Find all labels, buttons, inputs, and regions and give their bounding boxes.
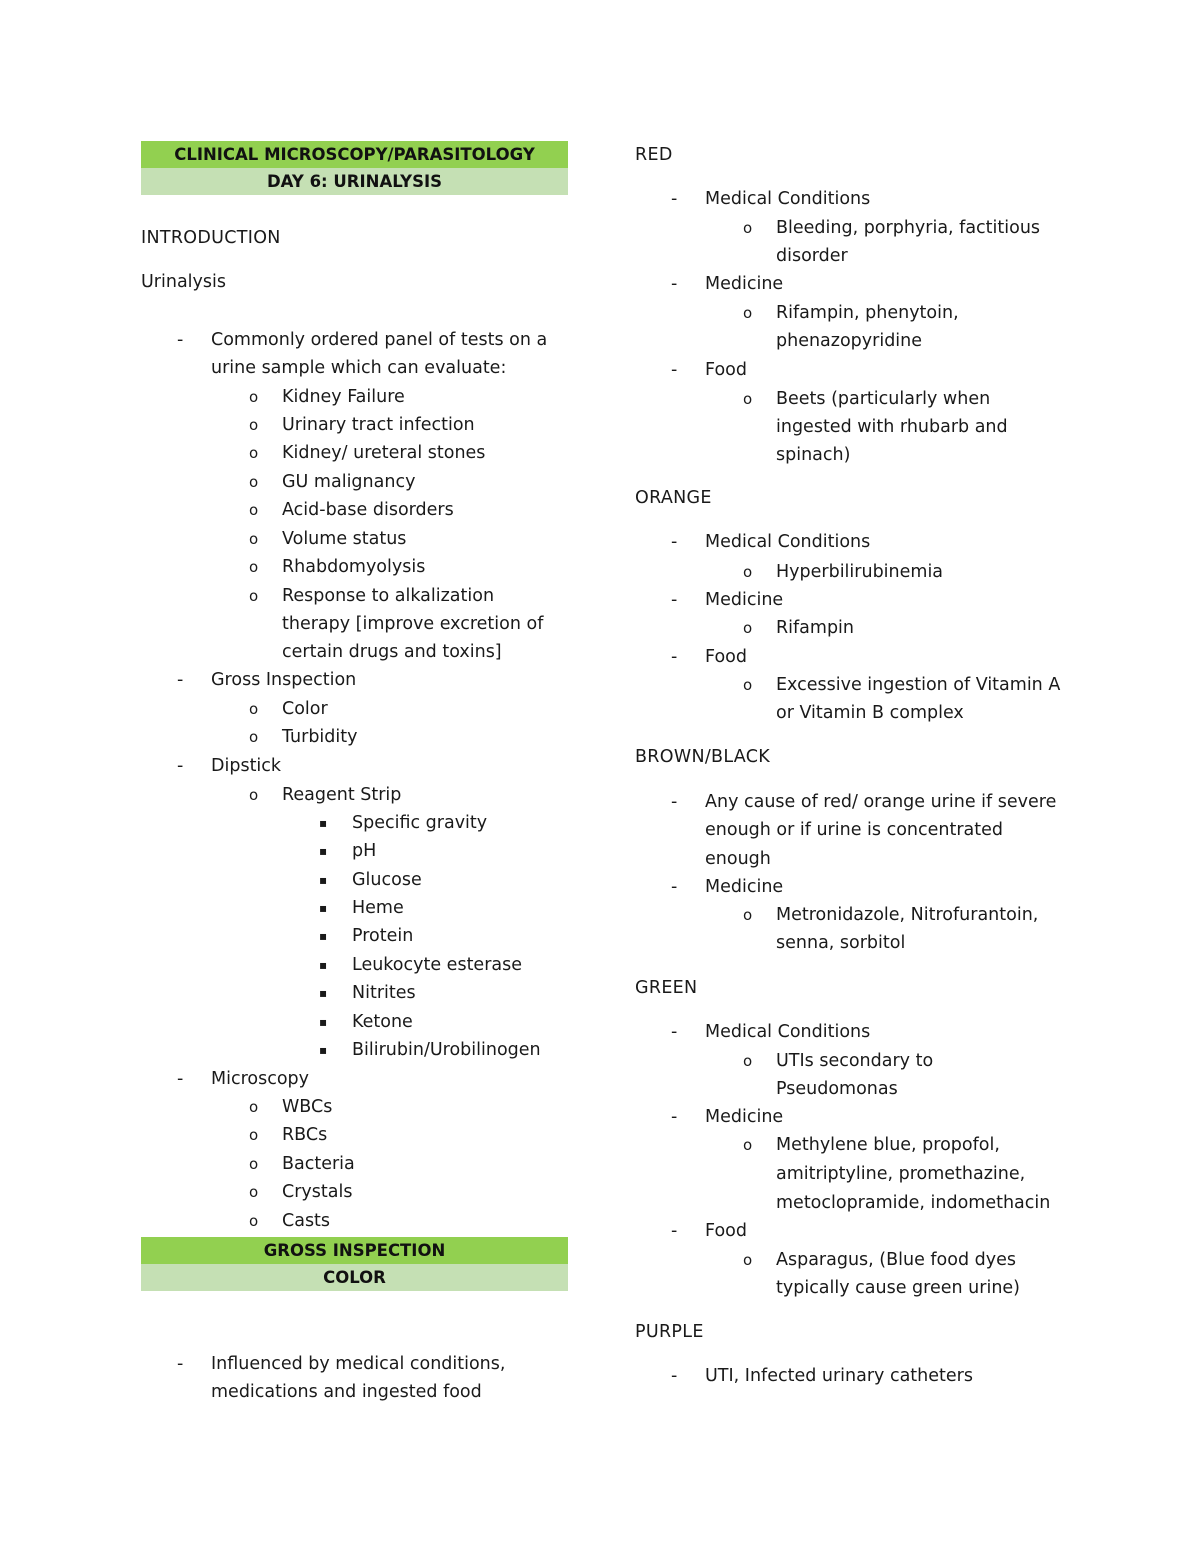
section-heading [635,743,1075,771]
list-item [141,638,568,666]
circle-bullet-icon: o [249,587,259,605]
list-item [635,441,1075,469]
list-item [635,185,1075,213]
dash-bullet-icon: - [177,330,184,350]
section-heading [635,1318,1075,1346]
circle-bullet-icon: o [249,1212,259,1230]
list-item-text: Bleeding, porphyria, factitious [776,218,1041,238]
list-item-text: ingested with rhubarb and [776,417,1008,437]
list-item [141,837,568,865]
circle-bullet-icon: o [249,786,259,804]
list-item-text: WBCs [282,1097,333,1117]
list-item-text: amitriptyline, promethazine, [776,1164,1026,1184]
dash-bullet-icon: - [671,792,678,812]
square-bullet-icon: ▪ [319,873,328,887]
list-item [635,1047,1075,1075]
list-item [141,326,568,354]
section-heading [635,974,1075,1002]
list-item [141,468,568,496]
list-item [635,873,1075,901]
list-item-text: RED [635,145,673,165]
circle-bullet-icon: o [249,728,259,746]
circle-bullet-icon: o [743,619,753,637]
circle-bullet-icon: o [249,1155,259,1173]
list-item-text: or Vitamin B complex [776,703,964,723]
list-item [635,1274,1075,1302]
list-item-text: Medicine [705,590,784,610]
section-heading [635,141,1075,169]
urinalysis-label: Urinalysis [141,272,226,292]
list-item-text: Beets (particularly when [776,389,991,409]
circle-bullet-icon: o [743,1251,753,1269]
list-item [141,439,568,467]
list-item [635,327,1075,355]
list-item [141,1150,568,1178]
list-item-text: senna, sorbitol [776,933,906,953]
circle-bullet-icon: o [743,1052,753,1070]
list-item [141,666,568,694]
list-item-text: Asparagus, (Blue food dyes [776,1250,1016,1270]
circle-bullet-icon: o [249,388,259,406]
list-item [635,1362,1075,1390]
dash-bullet-icon: - [671,1366,678,1386]
list-item [141,582,568,610]
list-item [141,951,568,979]
list-item [141,1093,568,1121]
circle-bullet-icon: o [743,676,753,694]
list-item [635,929,1075,957]
list-item-text: disorder [776,246,848,266]
list-item-text: Methylene blue, propofol, [776,1135,1000,1155]
list-item [635,671,1075,699]
color-band: COLOR [141,1264,568,1291]
circle-bullet-icon: o [743,563,753,581]
list-item-text: Medicine [705,1107,784,1127]
list-item-text: medications and ingested food [211,1382,482,1402]
list-item-text: phenazopyridine [776,331,923,351]
list-item-text: therapy [improve excretion of [282,614,544,634]
gross-inspection-band: GROSS INSPECTION [141,1237,568,1264]
list-item-text: Casts [282,1211,331,1231]
list-item [141,979,568,1007]
list-item [635,699,1075,727]
list-item [141,610,568,638]
square-bullet-icon: ▪ [319,901,328,915]
square-bullet-icon: ▪ [319,816,328,830]
list-item-text: Rifampin [776,618,855,638]
list-item-text: Medical Conditions [705,1022,871,1042]
dash-bullet-icon: - [671,274,678,294]
circle-bullet-icon: o [743,219,753,237]
list-item [141,1378,568,1406]
circle-bullet-icon: o [249,700,259,718]
list-item [635,356,1075,384]
circle-bullet-icon: o [249,501,259,519]
list-item [141,809,568,837]
circle-bullet-icon: o [249,416,259,434]
list-item [635,614,1075,642]
list-item [141,1036,568,1064]
circle-bullet-icon: o [249,530,259,548]
introduction-heading: INTRODUCTION [141,228,281,248]
list-item-text: Reagent Strip [282,785,402,805]
list-item-text: Specific gravity [352,813,488,833]
list-item [141,752,568,780]
list-item [141,1008,568,1036]
list-item [141,1350,568,1378]
list-item-text: Excessive ingestion of Vitamin A [776,675,1061,695]
list-item [635,214,1075,242]
list-item-text: UTIs secondary to [776,1051,934,1071]
list-item-text: Color [282,699,328,719]
list-item-text: PURPLE [635,1322,704,1342]
list-item [141,695,568,723]
list-item-text: Medical Conditions [705,189,871,209]
list-item-text: Food [705,647,747,667]
list-item [635,643,1075,671]
list-item [141,553,568,581]
list-item-text: Influenced by medical conditions, [211,1354,506,1374]
list-item-text: Acid-base disorders [282,500,454,520]
list-item [635,242,1075,270]
circle-bullet-icon: o [249,1126,259,1144]
list-item [141,354,568,382]
dash-bullet-icon: - [671,1107,678,1127]
list-item-text: Medicine [705,877,784,897]
list-item-text: Protein [352,926,414,946]
list-item-text: spinach) [776,445,851,465]
dash-bullet-icon: - [177,756,184,776]
dash-bullet-icon: - [671,877,678,897]
list-item-text: Kidney/ ureteral stones [282,443,486,463]
list-item [635,1131,1075,1159]
list-item-text: RBCs [282,1125,328,1145]
list-item-text: Dipstick [211,756,282,776]
list-item-text: Hyperbilirubinemia [776,562,944,582]
list-item-text: Medicine [705,274,784,294]
list-item-text: Kidney Failure [282,387,405,407]
dash-bullet-icon: - [177,1069,184,1089]
list-item-text: enough [705,849,771,869]
list-item-text: GU malignancy [282,472,416,492]
list-item [635,1103,1075,1131]
circle-bullet-icon: o [743,1136,753,1154]
list-item-text: Metronidazole, Nitrofurantoin, [776,905,1039,925]
list-item-text: Bilirubin/Urobilinogen [352,1040,541,1060]
list-item [635,788,1075,816]
list-item [141,922,568,950]
list-item [141,723,568,751]
list-item-text: Rifampin, phenytoin, [776,303,959,323]
list-item-text: typically cause green urine) [776,1278,1021,1298]
list-item-text: Pseudomonas [776,1079,898,1099]
list-item-text: Food [705,1221,747,1241]
list-item [141,411,568,439]
list-item [141,383,568,411]
dash-bullet-icon: - [671,532,678,552]
list-item [635,299,1075,327]
list-item [635,558,1075,586]
list-item [141,894,568,922]
list-item-text: Commonly ordered panel of tests on a [211,330,548,350]
list-item-text: Volume status [282,529,407,549]
list-item-text: Nitrites [352,983,416,1003]
dash-bullet-icon: - [671,590,678,610]
circle-bullet-icon: o [249,473,259,491]
dash-bullet-icon: - [671,647,678,667]
dash-bullet-icon: - [177,670,184,690]
list-item [141,1207,568,1235]
list-item [635,1189,1075,1217]
list-item-text: Glucose [352,870,422,890]
dash-bullet-icon: - [671,360,678,380]
list-item-text: UTI, Infected urinary catheters [705,1366,973,1386]
list-item [635,528,1075,556]
list-item-text: BROWN/BLACK [635,747,771,767]
list-item [635,1217,1075,1245]
list-item-text: Medical Conditions [705,532,871,552]
circle-bullet-icon: o [249,1098,259,1116]
dash-bullet-icon: - [671,189,678,209]
circle-bullet-icon: o [743,304,753,322]
list-item [141,525,568,553]
circle-bullet-icon: o [249,1183,259,1201]
list-item [141,1178,568,1206]
list-item-text: Urinary tract infection [282,415,475,435]
list-item-text: Rhabdomyolysis [282,557,426,577]
list-item [635,1075,1075,1103]
list-item-text: Food [705,360,747,380]
list-item-text: GREEN [635,978,698,998]
list-item [635,270,1075,298]
list-item-text: Any cause of red/ orange urine if severe [705,792,1057,812]
list-item-text: pH [352,841,377,861]
list-item [635,385,1075,413]
subtitle-band: DAY 6: URINALYSIS [141,168,568,195]
list-item [635,845,1075,873]
list-item [635,901,1075,929]
list-item [141,1121,568,1149]
dash-bullet-icon: - [177,1354,184,1374]
title-band: CLINICAL MICROSCOPY/PARASITOLOGY [141,141,568,168]
dash-bullet-icon: - [671,1221,678,1241]
list-item [635,816,1075,844]
circle-bullet-icon: o [743,906,753,924]
list-item-text: Turbidity [282,727,358,747]
list-item-text: Bacteria [282,1154,355,1174]
circle-bullet-icon: o [743,390,753,408]
square-bullet-icon: ▪ [319,958,328,972]
list-item-text: Ketone [352,1012,413,1032]
list-item [635,586,1075,614]
list-item-text: certain drugs and toxins] [282,642,502,662]
list-item [635,413,1075,441]
square-bullet-icon: ▪ [319,986,328,1000]
circle-bullet-icon: o [249,444,259,462]
list-item-text: Heme [352,898,404,918]
list-item [141,496,568,524]
list-item [635,1246,1075,1274]
list-item [141,1065,568,1093]
list-item-text: urine sample which can evaluate: [211,358,507,378]
list-item-text: enough or if urine is concentrated [705,820,1003,840]
list-item [635,1160,1075,1188]
section-heading [635,484,1075,512]
list-item-text: Crystals [282,1182,353,1202]
list-item [141,781,568,809]
list-item [141,866,568,894]
list-item-text: Response to alkalization [282,586,495,606]
square-bullet-icon: ▪ [319,1015,328,1029]
square-bullet-icon: ▪ [319,929,328,943]
list-item-text: ORANGE [635,488,712,508]
circle-bullet-icon: o [249,558,259,576]
square-bullet-icon: ▪ [319,1043,328,1057]
list-item-text: Gross Inspection [211,670,357,690]
list-item-text: Leukocyte esterase [352,955,523,975]
dash-bullet-icon: - [671,1022,678,1042]
list-item [635,1018,1075,1046]
list-item-text: metoclopramide, indomethacin [776,1193,1051,1213]
list-item-text: Microscopy [211,1069,310,1089]
square-bullet-icon: ▪ [319,844,328,858]
